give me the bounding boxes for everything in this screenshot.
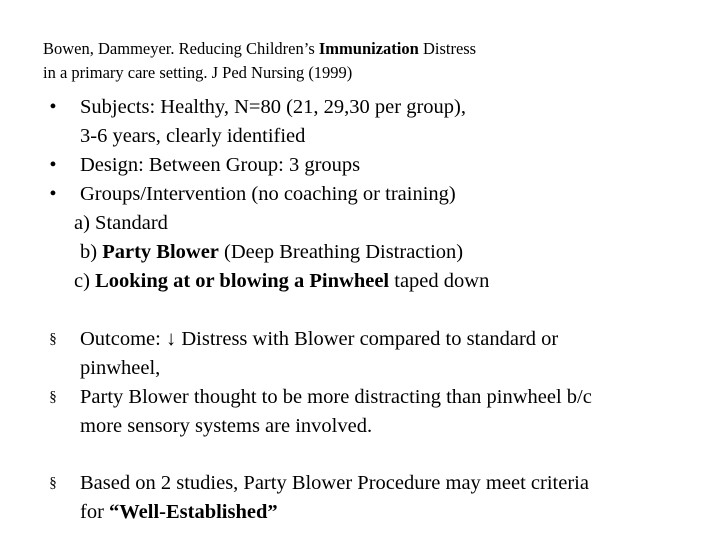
bullet-groups-text: Groups/Intervention (no coaching or training) xyxy=(80,183,456,205)
citation-line-2: in a primary care setting. J Ped Nursing (1999) xyxy=(43,63,353,82)
down-arrow-icon: ↓ xyxy=(165,328,177,350)
outcome-item-2-line-2: more sensory systems are involved. xyxy=(80,415,373,437)
outcome-item-1-text xyxy=(80,325,700,383)
conclusion-text xyxy=(80,469,700,527)
citation-title-end: Distress xyxy=(418,39,477,58)
outcome-item-1-line-2: pinwheel, xyxy=(80,357,161,379)
citation-authors: Bowen, Dammeyer. Reducing Children’s xyxy=(43,39,319,58)
outcome-item-2-line-1: Party Blower thought to be more distracting than pinwheel b/c xyxy=(80,386,592,408)
group-a-text: a) Standard xyxy=(74,212,168,234)
outcome-item-1-line-1: Outcome: ↓ Distress with Blower compared to standard or xyxy=(80,328,559,350)
bullet-marker: • xyxy=(49,96,57,118)
citation-line-1 xyxy=(43,37,703,61)
bullet-subjects-line-1: Subjects: Healthy, N=80 (21, 29,30 per group), xyxy=(80,96,466,118)
bullet-subjects-line-2: 3-6 years, clearly identified xyxy=(80,125,306,147)
citation-keyword: Immunization xyxy=(318,39,419,58)
bullet-marker: • xyxy=(49,183,57,205)
bullet-subjects-text xyxy=(80,93,700,151)
citation xyxy=(43,37,703,85)
outcome-item-2-text xyxy=(80,383,700,441)
conclusion-line-1: Based on 2 studies, Party Blower Procedure may meet criteria xyxy=(80,472,589,494)
group-b-text: b) Party Blower (Deep Breathing Distraction) xyxy=(80,241,464,263)
bullet-marker: • xyxy=(49,154,57,176)
group-c-text: c) Looking at or blowing a Pinwheel taped down xyxy=(74,270,490,292)
section-marker: § xyxy=(49,331,57,347)
section-marker: § xyxy=(49,475,57,491)
group-c-label: Looking at or blowing a Pinwheel xyxy=(95,270,390,292)
conclusion-line-2: for “Well-Established” xyxy=(80,501,278,523)
section-marker: § xyxy=(49,389,57,405)
bullet-design-text: Design: Between Group: 3 groups xyxy=(80,154,361,176)
conclusion-emphasis: “Well-Established” xyxy=(109,501,278,523)
group-b-label: Party Blower xyxy=(102,241,219,263)
